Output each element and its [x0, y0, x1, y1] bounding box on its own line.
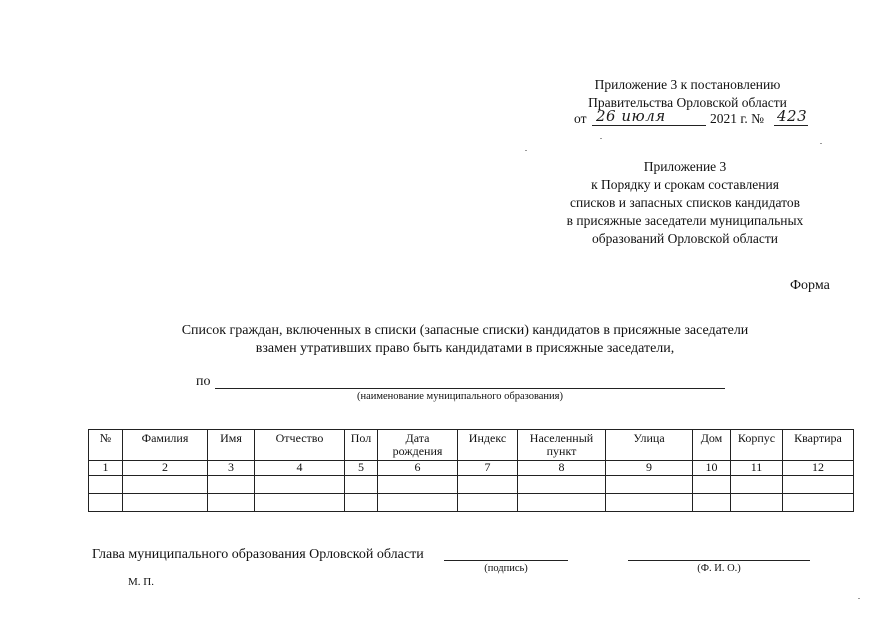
column-number: 7	[458, 461, 518, 476]
table-cell	[458, 476, 518, 494]
appendix-title-line1: Приложение 3	[643, 159, 727, 174]
column-number: 10	[693, 461, 731, 476]
column-number: 4	[255, 461, 345, 476]
column-number: 12	[783, 461, 854, 476]
resolution-date-line	[574, 107, 834, 130]
table-cell	[208, 476, 255, 494]
header-patronymic: Отчество	[255, 430, 345, 461]
table-cell	[378, 494, 458, 512]
header-name: Имя	[208, 430, 255, 461]
municipality-underline	[215, 387, 725, 389]
table-cell	[518, 494, 606, 512]
table-cell	[255, 476, 345, 494]
column-number: 1	[89, 461, 123, 476]
document-title-line1: Список граждан, включенных в списки (запасные списки) кандидатов в присяжные заседатели	[181, 323, 749, 338]
scan-speck	[858, 598, 860, 599]
appendix-header-line1: Приложение 3 к постановлению	[594, 77, 781, 92]
table-cell	[345, 476, 378, 494]
table-cell	[123, 494, 208, 512]
table-cell	[378, 476, 458, 494]
header-building: Корпус	[731, 430, 783, 461]
signature-hint: (подпись)	[484, 563, 528, 574]
table-cell	[255, 494, 345, 512]
table-cell	[208, 494, 255, 512]
stamp-place: М. П.	[128, 576, 154, 588]
table-cell	[693, 476, 731, 494]
signature-underline	[444, 559, 568, 561]
header-surname: Фамилия	[123, 430, 208, 461]
header-number: №	[89, 430, 123, 461]
column-numbers-row	[89, 461, 854, 476]
year-number-label: 2021 г. №	[710, 111, 765, 126]
table-row	[89, 476, 854, 494]
scan-speck	[525, 150, 527, 151]
appendix-title-line5: образований Орловской области	[591, 231, 779, 246]
column-number: 5	[345, 461, 378, 476]
header-apartment: Квартира	[783, 430, 854, 461]
document-title-line2: взамен утративших право быть кандидатами в присяжные заседатели,	[255, 341, 675, 356]
table-row	[89, 494, 854, 512]
document-title	[120, 322, 810, 358]
header-sex: Пол	[345, 430, 378, 461]
appendix-title-line2: к Порядку и срокам составления	[591, 177, 779, 192]
header-locality: Населенный пункт	[518, 430, 606, 461]
table-header-row	[89, 430, 854, 461]
table-cell	[89, 494, 123, 512]
column-number: 3	[208, 461, 255, 476]
table-cell	[606, 476, 693, 494]
column-number: 8	[518, 461, 606, 476]
table-cell	[783, 494, 854, 512]
table-cell	[693, 494, 731, 512]
handwritten-date: 26 июля	[596, 107, 666, 125]
appendix-title	[540, 158, 830, 248]
column-number: 6	[378, 461, 458, 476]
appendix-title-line4: в присяжные заседатели муниципальных	[566, 213, 804, 228]
header-postal-index: Индекс	[458, 430, 518, 461]
full-name-hint: (Ф. И. О.)	[697, 563, 741, 574]
column-number: 9	[606, 461, 693, 476]
header-birth-date: Дата рождения	[378, 430, 458, 461]
appendix-title-line3: списков и запасных списков кандидатов	[569, 195, 800, 210]
municipality-line	[196, 373, 736, 393]
table-cell	[731, 494, 783, 512]
from-prefix: от	[574, 111, 587, 126]
table-cell	[458, 494, 518, 512]
scan-speck	[820, 143, 822, 144]
table-cell	[518, 476, 606, 494]
signature-title: Глава муниципального образования Орловской области	[92, 547, 424, 562]
full-name-underline	[628, 559, 810, 561]
municipality-prefix: по	[196, 374, 211, 389]
table-cell	[345, 494, 378, 512]
header-street: Улица	[606, 430, 693, 461]
appendix-header-line2: Правительства Орловской области	[588, 95, 787, 110]
scan-speck	[600, 138, 602, 139]
table-cell	[731, 476, 783, 494]
form-label: Форма	[790, 278, 830, 293]
table-cell	[783, 476, 854, 494]
handwritten-number: 423	[777, 107, 808, 125]
column-number: 2	[123, 461, 208, 476]
table-cell	[606, 494, 693, 512]
candidates-table	[88, 429, 854, 512]
header-house: Дом	[693, 430, 731, 461]
table-cell	[123, 476, 208, 494]
table-cell	[89, 476, 123, 494]
municipality-hint: (наименование муниципального образования)	[356, 391, 564, 402]
column-number: 11	[731, 461, 783, 476]
